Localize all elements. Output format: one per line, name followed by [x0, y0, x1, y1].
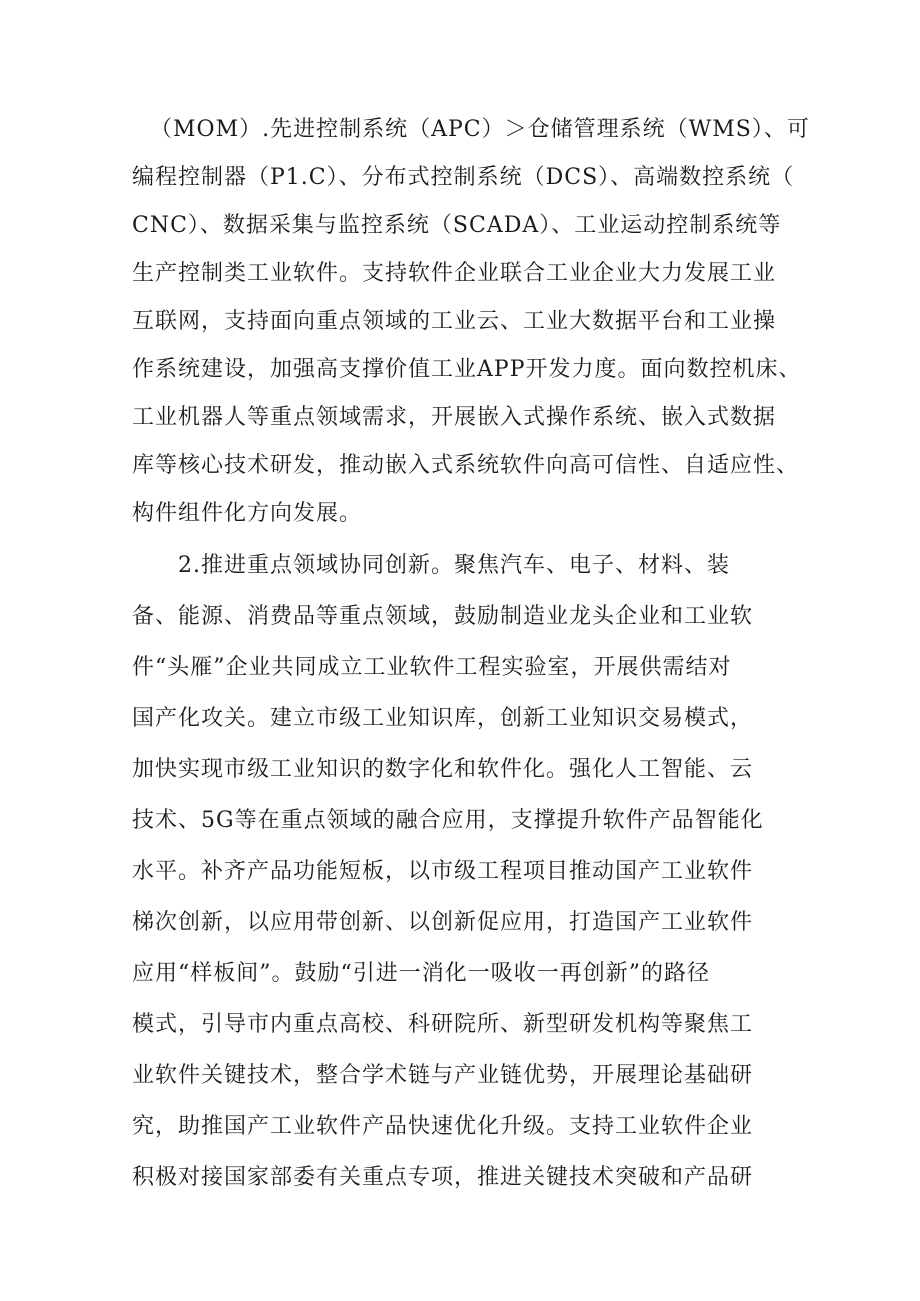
text-line-4: 生产控制类工业软件。支持软件企业联合工业企业大力发展工业 [132, 261, 777, 286]
text-line-15: 技术、5G等在重点领域的融合应用，支撑提升软件产品智能化 [132, 808, 764, 833]
text-line-10: 2.推进重点领域协同创新。聚焦汽车、电子、材料、装 [178, 553, 730, 578]
text-line-21: 究，助推国产工业软件产品快速优化升级。支持工业软件企业 [132, 1114, 754, 1139]
text-line-2: 编程控制器（P1.C）、分布式控制系统（DCS）、高端数控系统（ [132, 165, 795, 190]
text-line-9: 构件组件化方向发展。 [132, 501, 363, 526]
text-line-12: 件“头雁”企业共同成立工业软件工程实验室，开展供需结对 [132, 655, 732, 680]
text-line-22: 积极对接国家部委有关重点专项，推进关键技术突破和产品研 [132, 1165, 754, 1190]
text-line-17: 梯次创新，以应用带创新、以创新促应用，打造国产工业软件 [132, 910, 754, 935]
text-line-3: CNC）、数据采集与监控系统（SCADA）、工业运动控制系统等 [132, 213, 782, 238]
text-line-6: 作系统建设，加强高支撑价值工业APP开发力度。面向数控机床、 [132, 357, 802, 382]
text-line-7: 工业机器人等重点领域需求，开展嵌入式操作系统、嵌入式数据 [132, 405, 777, 430]
text-line-11: 备、能源、消费品等重点领域，鼓励制造业龙头企业和工业软 [132, 604, 754, 629]
text-line-1: （MOM）.先进控制系统（APC）＞仓储管理系统（WMS）、可 [150, 117, 810, 142]
text-line-5: 互联网，支持面向重点领域的工业云、工业大数据平台和工业操 [132, 309, 777, 334]
text-line-13: 国产化攻关。建立市级工业知识库，创新工业知识交易模式， [132, 706, 754, 731]
text-line-8: 库等核心技术研发，推动嵌入式系统软件向高可信性、自适应性、 [132, 453, 800, 478]
text-line-14: 加快实现市级工业知识的数字化和软件化。强化人工智能、云 [132, 757, 754, 782]
text-line-20: 业软件关键技术，整合学术链与产业链优势，开展理论基础研 [132, 1063, 754, 1088]
text-line-18: 应用“样板间”。鼓励“引进一消化一吸收一再创新”的路径 [132, 961, 710, 986]
text-line-19: 模式，引导市内重点高校、科研院所、新型研发机构等聚焦工 [132, 1012, 754, 1037]
text-line-16: 水平。补齐产品功能短板，以市级工程项目推动国产工业软件 [132, 859, 754, 884]
